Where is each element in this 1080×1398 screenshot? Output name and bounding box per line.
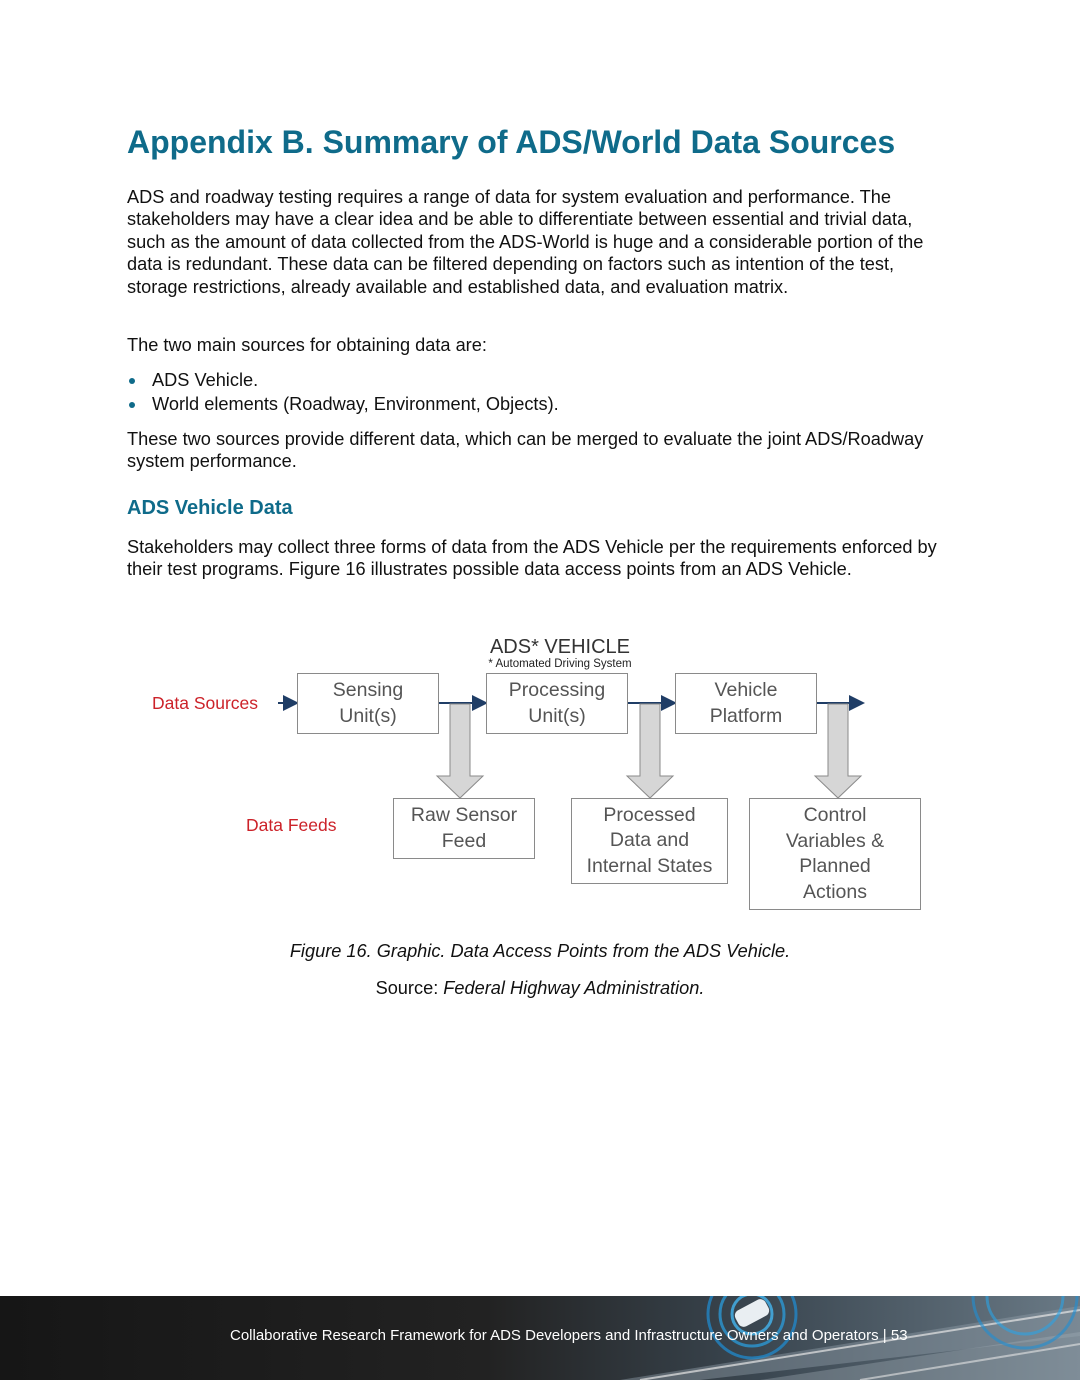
figure-source-prefix: Source: — [375, 978, 444, 998]
merge-paragraph: These two sources provide different data, which can be merged to evaluate the joint ADS/Roadway system performance. — [127, 429, 924, 472]
page-title: Appendix B. Summary of ADS/World Data Sources — [127, 124, 896, 160]
footer-separator: | — [882, 1327, 887, 1344]
data-sources-label: Data Sources — [152, 693, 259, 713]
footer-text — [230, 1327, 908, 1344]
sources-intro-paragraph: The two main sources for obtaining data are: — [127, 335, 487, 355]
control-variables-box: Control Variables & Planned Actions — [749, 798, 921, 910]
list-item — [127, 368, 927, 392]
section-heading: ADS Vehicle Data — [127, 497, 293, 519]
processed-data-box: Processed Data and Internal States — [571, 798, 728, 884]
list-item-text: World elements (Roadway, Environment, Objects). — [152, 394, 559, 414]
page-footer — [0, 1296, 1080, 1380]
feed-arrow-raw — [437, 704, 483, 798]
bullet-icon — [129, 402, 135, 408]
list-item-text: ADS Vehicle. — [152, 370, 259, 390]
page-number: 53 — [890, 1327, 908, 1344]
sources-list — [127, 368, 927, 416]
intro-paragraph: ADS and roadway testing requires a range of data for system evaluation and performance. The stakeholders may have a clear idea and be able to differentiate between essential and trivial data, such as the amount of data collected from the ADS-World is huge and a considerable portion of the data is redundant. These data can be filtered depending on factors such as intention of the test, storage restrictions, already available and established data, and evaluation matrix. — [127, 187, 924, 297]
figure-caption: Figure 16. Graphic. Data Access Points from the ADS Vehicle. — [289, 941, 791, 961]
diagram-subtitle: * Automated Driving System — [488, 658, 632, 670]
diagram-title: ADS* VEHICLE — [489, 636, 631, 658]
figure-source — [0, 978, 1080, 999]
data-access-diagram — [140, 632, 940, 922]
feed-arrow-control — [815, 704, 861, 798]
section-paragraph: Stakeholders may collect three forms of data from the ADS Vehicle per the requirements enforced by their test programs. Figure 16 illustrates possible data access points from an ADS Vehicle. — [127, 537, 937, 580]
list-item — [127, 392, 927, 416]
bullet-icon — [129, 378, 135, 384]
footer-title: Collaborative Research Framework for ADS Developers and Infrastructure Owners and Operators — [230, 1327, 879, 1344]
raw-sensor-feed-box: Raw Sensor Feed — [393, 798, 535, 859]
processing-unit-box: Processing Unit(s) — [486, 673, 628, 734]
sensing-unit-box: Sensing Unit(s) — [297, 673, 439, 734]
data-feeds-label: Data Feeds — [246, 815, 337, 835]
figure-source-name: Federal Highway Administration. — [443, 978, 705, 998]
vehicle-platform-box: Vehicle Platform — [675, 673, 817, 734]
feed-arrow-processed — [627, 704, 673, 798]
